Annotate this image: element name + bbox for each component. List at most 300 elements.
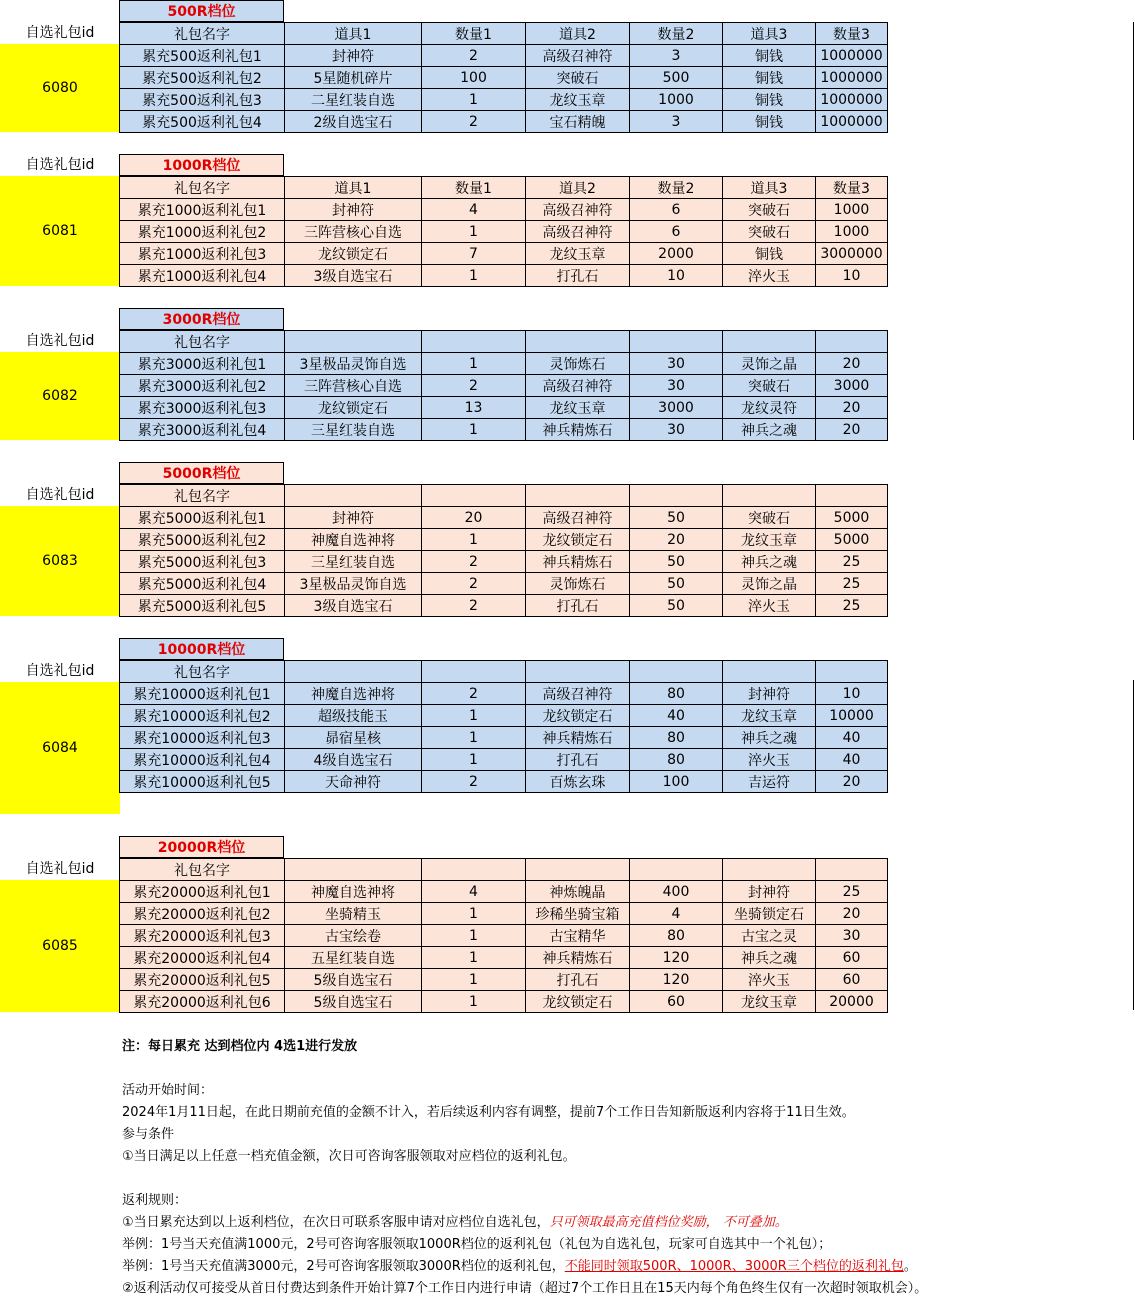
header-cell-qty2: 数量2 bbox=[630, 177, 723, 199]
header-row bbox=[120, 23, 888, 45]
cell-qty3: 10 bbox=[816, 265, 888, 287]
table-row bbox=[120, 551, 888, 573]
cell-item2: 高级召神符 bbox=[526, 507, 630, 529]
table-row bbox=[120, 375, 888, 397]
cell-qty3: 20 bbox=[816, 771, 888, 793]
gift-id-cell: 6085 bbox=[0, 880, 120, 1012]
cell-name: 累充3000返利礼包2 bbox=[120, 375, 285, 397]
cell-qty3: 40 bbox=[816, 749, 888, 771]
cell-qty1: 2 bbox=[422, 45, 526, 67]
table-row bbox=[120, 727, 888, 749]
id-label: 自选礼包id bbox=[25, 487, 95, 503]
cell-qty2: 10 bbox=[630, 265, 723, 287]
cell-qty3: 1000000 bbox=[816, 89, 888, 111]
header-cell-qty2 bbox=[630, 859, 723, 881]
gift-id-cell: 6081 bbox=[0, 176, 120, 286]
example-2-highlight: 不能同时领取500R、1000R、3000R三个档位的返利礼包 bbox=[564, 1259, 904, 1274]
cell-qty3: 25 bbox=[816, 573, 888, 595]
cell-qty2: 3000 bbox=[630, 397, 723, 419]
cell-item2: 龙纹玉章 bbox=[526, 89, 630, 111]
table-row bbox=[120, 111, 888, 133]
cell-item2: 打孔石 bbox=[526, 265, 630, 287]
header-cell-qty2 bbox=[630, 661, 723, 683]
cell-qty1: 1 bbox=[422, 947, 526, 969]
gift-id-cell: 6083 bbox=[0, 506, 120, 616]
cell-item2: 百炼玄珠 bbox=[526, 771, 630, 793]
header-cell-qty1 bbox=[422, 661, 526, 683]
cell-item2: 高级召神符 bbox=[526, 199, 630, 221]
cell-qty3: 1000 bbox=[816, 221, 888, 243]
cell-qty3: 5000 bbox=[816, 529, 888, 551]
header-cell-qty1: 数量1 bbox=[422, 177, 526, 199]
cell-name: 累充20000返利礼包3 bbox=[120, 925, 285, 947]
cell-qty2: 120 bbox=[630, 947, 723, 969]
cell-item1: 三阵营核心自选 bbox=[285, 375, 422, 397]
cell-item1: 2级自选宝石 bbox=[285, 111, 422, 133]
cell-item2: 高级召神符 bbox=[526, 221, 630, 243]
header-cell-item1: 道具1 bbox=[285, 177, 422, 199]
cell-item3: 龙纹灵符 bbox=[723, 397, 816, 419]
cell-item1: 天命神符 bbox=[285, 771, 422, 793]
cell-qty1: 100 bbox=[422, 67, 526, 89]
cell-item2: 突破石 bbox=[526, 67, 630, 89]
cell-qty1: 13 bbox=[422, 397, 526, 419]
table-row bbox=[120, 397, 888, 419]
tier-title: 1000R档位 bbox=[119, 154, 284, 176]
cell-qty2: 30 bbox=[630, 419, 723, 441]
cell-item2: 宝石精魄 bbox=[526, 111, 630, 133]
tier-title: 20000R档位 bbox=[119, 836, 284, 858]
cell-name: 累充5000返利礼包3 bbox=[120, 551, 285, 573]
cell-item1: 3级自选宝石 bbox=[285, 265, 422, 287]
cell-item1: 5级自选宝石 bbox=[285, 991, 422, 1013]
header-cell-name: 礼包名字 bbox=[120, 177, 285, 199]
rule-1: ①当日累充达到以上返利档位，在次日可联系客服申请对应档位自选礼包，只可领取最高充值档位奖励， 不可叠加。 bbox=[122, 1215, 788, 1230]
cell-item2: 神炼魄晶 bbox=[526, 881, 630, 903]
cell-item3: 神兵之魂 bbox=[723, 727, 816, 749]
cell-item1: 3星极品灵饰自选 bbox=[285, 353, 422, 375]
cell-qty2: 30 bbox=[630, 353, 723, 375]
table-row bbox=[120, 749, 888, 771]
table-row bbox=[120, 265, 888, 287]
table-row bbox=[120, 903, 888, 925]
rule-1-highlight: 只可领取最高充值档位奖励， 不可叠加。 bbox=[549, 1215, 788, 1230]
tier-title: 3000R档位 bbox=[119, 308, 284, 330]
cell-qty2: 60 bbox=[630, 991, 723, 1013]
cell-item2: 古宝精华 bbox=[526, 925, 630, 947]
example-2: 举例：1号当天充值满3000元，2号可咨询客服领取3000R档位的返利礼包，不能同时领取500R、1000R、3000R三个档位的返利礼包。 bbox=[122, 1259, 917, 1274]
header-cell-qty3 bbox=[816, 485, 888, 507]
cell-qty3: 20000 bbox=[816, 991, 888, 1013]
cell-qty3: 20 bbox=[816, 903, 888, 925]
header-cell-item1 bbox=[285, 859, 422, 881]
id-label: 自选礼包id bbox=[25, 157, 95, 173]
cell-item3: 神兵之魂 bbox=[723, 551, 816, 573]
cell-qty1: 2 bbox=[422, 771, 526, 793]
cell-qty1: 2 bbox=[422, 595, 526, 617]
cell-qty3: 20 bbox=[816, 397, 888, 419]
cell-item3: 神兵之魂 bbox=[723, 947, 816, 969]
table-row bbox=[120, 353, 888, 375]
cell-name: 累充3000返利礼包3 bbox=[120, 397, 285, 419]
cell-qty2: 2000 bbox=[630, 243, 723, 265]
gift-id-cell: 6080 bbox=[0, 44, 120, 132]
cell-qty2: 80 bbox=[630, 749, 723, 771]
cell-qty1: 20 bbox=[422, 507, 526, 529]
cell-item1: 坐骑精玉 bbox=[285, 903, 422, 925]
table-row bbox=[120, 507, 888, 529]
cell-qty1: 1 bbox=[422, 265, 526, 287]
cell-item1: 二星红装自选 bbox=[285, 89, 422, 111]
header-cell-name: 礼包名字 bbox=[120, 23, 285, 45]
table-row bbox=[120, 705, 888, 727]
cell-item1: 神魔自选神将 bbox=[285, 881, 422, 903]
header-cell-qty1 bbox=[422, 331, 526, 353]
table-row bbox=[120, 573, 888, 595]
header-cell-item1 bbox=[285, 661, 422, 683]
cell-qty3: 40 bbox=[816, 727, 888, 749]
cell-name: 累充10000返利礼包1 bbox=[120, 683, 285, 705]
header-cell-qty3: 数量3 bbox=[816, 23, 888, 45]
table-row bbox=[120, 89, 888, 111]
header-cell-item3 bbox=[723, 331, 816, 353]
cell-item1: 5级自选宝石 bbox=[285, 969, 422, 991]
cell-qty1: 2 bbox=[422, 111, 526, 133]
cell-item3: 灵饰之晶 bbox=[723, 353, 816, 375]
table-row bbox=[120, 991, 888, 1013]
cell-item3: 神兵之魂 bbox=[723, 419, 816, 441]
cell-qty2: 120 bbox=[630, 969, 723, 991]
cell-item2: 打孔石 bbox=[526, 749, 630, 771]
cell-name: 累充3000返利礼包4 bbox=[120, 419, 285, 441]
cell-name: 累充1000返利礼包3 bbox=[120, 243, 285, 265]
cell-item1: 龙纹锁定石 bbox=[285, 243, 422, 265]
header-cell-item2 bbox=[526, 331, 630, 353]
cell-qty1: 1 bbox=[422, 991, 526, 1013]
cell-item3: 封神符 bbox=[723, 881, 816, 903]
header-row bbox=[120, 661, 888, 683]
example-1: 举例：1号当天充值满1000元，2号可咨询客服领取1000R档位的返利礼包（礼包为自选礼包，玩家可自选其中一个礼包）； bbox=[122, 1237, 832, 1252]
cell-qty3: 60 bbox=[816, 947, 888, 969]
cell-qty2: 100 bbox=[630, 771, 723, 793]
cell-qty3: 1000000 bbox=[816, 45, 888, 67]
cell-qty1: 4 bbox=[422, 199, 526, 221]
cell-item3: 铜钱 bbox=[723, 89, 816, 111]
header-cell-qty3 bbox=[816, 661, 888, 683]
table-row bbox=[120, 947, 888, 969]
table-row bbox=[120, 925, 888, 947]
header-cell-item2: 道具2 bbox=[526, 23, 630, 45]
gift-table bbox=[119, 858, 888, 1013]
header-row bbox=[120, 485, 888, 507]
cell-item2: 灵饰炼石 bbox=[526, 353, 630, 375]
cell-qty2: 500 bbox=[630, 67, 723, 89]
rule-2: ②返利活动仅可接受从首日付费达到条件开始计算7个工作日内进行申请（超过7个工作日且在15天内每个角色终生仅有一次超时领取机会）。 bbox=[122, 1281, 928, 1296]
cell-item1: 3星极品灵饰自选 bbox=[285, 573, 422, 595]
cell-qty3: 10 bbox=[816, 683, 888, 705]
cell-item2: 珍稀坐骑宝箱 bbox=[526, 903, 630, 925]
cell-name: 累充10000返利礼包5 bbox=[120, 771, 285, 793]
id-label: 自选礼包id bbox=[25, 861, 95, 877]
cell-qty3: 30 bbox=[816, 925, 888, 947]
cell-qty2: 4 bbox=[630, 903, 723, 925]
cell-qty1: 1 bbox=[422, 419, 526, 441]
cell-name: 累充20000返利礼包5 bbox=[120, 969, 285, 991]
cell-item3: 突破石 bbox=[723, 375, 816, 397]
id-label: 自选礼包id bbox=[25, 25, 95, 41]
cell-name: 累充20000返利礼包4 bbox=[120, 947, 285, 969]
header-row bbox=[120, 177, 888, 199]
cell-item3: 铜钱 bbox=[723, 45, 816, 67]
header-cell-item2: 道具2 bbox=[526, 177, 630, 199]
header-cell-item3: 道具3 bbox=[723, 177, 816, 199]
cell-qty1: 7 bbox=[422, 243, 526, 265]
cell-qty2: 6 bbox=[630, 221, 723, 243]
cell-qty1: 1 bbox=[422, 925, 526, 947]
cell-qty1: 1 bbox=[422, 89, 526, 111]
header-cell-qty3 bbox=[816, 331, 888, 353]
cell-qty2: 6 bbox=[630, 199, 723, 221]
header-cell-qty2 bbox=[630, 485, 723, 507]
header-cell-item2 bbox=[526, 661, 630, 683]
header-cell-item1 bbox=[285, 485, 422, 507]
cell-qty1: 1 bbox=[422, 353, 526, 375]
start-title: 活动开始时间： bbox=[122, 1083, 214, 1098]
rules-title: 返利规则： bbox=[122, 1193, 188, 1208]
cell-item3: 淬火玉 bbox=[723, 595, 816, 617]
cell-qty1: 2 bbox=[422, 573, 526, 595]
cell-item1: 封神符 bbox=[285, 507, 422, 529]
table-row bbox=[120, 969, 888, 991]
cell-item3: 龙纹玉章 bbox=[723, 991, 816, 1013]
gift-table bbox=[119, 484, 888, 617]
table-row bbox=[120, 221, 888, 243]
cell-qty1: 1 bbox=[422, 969, 526, 991]
cell-qty2: 50 bbox=[630, 595, 723, 617]
gift-table bbox=[119, 330, 888, 441]
cell-qty1: 1 bbox=[422, 727, 526, 749]
cell-item2: 打孔石 bbox=[526, 969, 630, 991]
cell-qty2: 20 bbox=[630, 529, 723, 551]
cell-item1: 神魔自选神将 bbox=[285, 683, 422, 705]
cell-qty1: 1 bbox=[422, 705, 526, 727]
cell-item1: 神魔自选神将 bbox=[285, 529, 422, 551]
cell-qty1: 2 bbox=[422, 683, 526, 705]
cell-name: 累充5000返利礼包5 bbox=[120, 595, 285, 617]
cell-item3: 突破石 bbox=[723, 199, 816, 221]
cell-item1: 3级自选宝石 bbox=[285, 595, 422, 617]
cell-qty2: 50 bbox=[630, 507, 723, 529]
cell-item1: 封神符 bbox=[285, 45, 422, 67]
table-row bbox=[120, 881, 888, 903]
cell-item3: 古宝之灵 bbox=[723, 925, 816, 947]
header-cell-name: 礼包名字 bbox=[120, 485, 285, 507]
cell-item2: 龙纹玉章 bbox=[526, 243, 630, 265]
cell-qty3: 25 bbox=[816, 881, 888, 903]
cell-name: 累充1000返利礼包2 bbox=[120, 221, 285, 243]
cell-item3: 吉运符 bbox=[723, 771, 816, 793]
cell-qty3: 1000 bbox=[816, 199, 888, 221]
cell-qty3: 20 bbox=[816, 419, 888, 441]
condition-title: 参与条件 bbox=[122, 1127, 175, 1142]
cell-item3: 铜钱 bbox=[723, 111, 816, 133]
cell-item1: 5星随机碎片 bbox=[285, 67, 422, 89]
table-row bbox=[120, 67, 888, 89]
cell-name: 累充500返利礼包3 bbox=[120, 89, 285, 111]
header-cell-name: 礼包名字 bbox=[120, 661, 285, 683]
cell-qty3: 25 bbox=[816, 551, 888, 573]
cell-item1: 龙纹锁定石 bbox=[285, 397, 422, 419]
cell-item1: 三星红装自选 bbox=[285, 551, 422, 573]
cell-item1: 古宝绘卷 bbox=[285, 925, 422, 947]
cell-qty2: 1000 bbox=[630, 89, 723, 111]
header-cell-qty3 bbox=[816, 859, 888, 881]
cell-qty3: 25 bbox=[816, 595, 888, 617]
sheet-right-border bbox=[1133, 680, 1134, 1010]
table-row bbox=[120, 243, 888, 265]
notes-block bbox=[122, 1036, 1122, 1300]
cell-name: 累充20000返利礼包2 bbox=[120, 903, 285, 925]
header-row bbox=[120, 331, 888, 353]
cell-item2: 神兵精炼石 bbox=[526, 727, 630, 749]
cell-item3: 灵饰之晶 bbox=[723, 573, 816, 595]
cell-item2: 龙纹玉章 bbox=[526, 397, 630, 419]
cell-item1: 封神符 bbox=[285, 199, 422, 221]
cell-name: 累充20000返利礼包6 bbox=[120, 991, 285, 1013]
cell-item3: 坐骑锁定石 bbox=[723, 903, 816, 925]
id-label: 自选礼包id bbox=[25, 663, 95, 679]
cell-name: 累充5000返利礼包2 bbox=[120, 529, 285, 551]
header-cell-qty1 bbox=[422, 485, 526, 507]
cell-qty2: 3 bbox=[630, 45, 723, 67]
cell-qty1: 4 bbox=[422, 881, 526, 903]
tier-title: 5000R档位 bbox=[119, 462, 284, 484]
cell-name: 累充10000返利礼包4 bbox=[120, 749, 285, 771]
header-row bbox=[120, 859, 888, 881]
cell-item3: 淬火玉 bbox=[723, 265, 816, 287]
tier-title: 10000R档位 bbox=[119, 638, 284, 660]
header-cell-item3 bbox=[723, 859, 816, 881]
header-cell-item2 bbox=[526, 859, 630, 881]
header-cell-item1: 道具1 bbox=[285, 23, 422, 45]
condition-text: ①当日满足以上任意一档充值金额，次日可咨询客服领取对应档位的返利礼包。 bbox=[122, 1149, 576, 1164]
cell-name: 累充1000返利礼包1 bbox=[120, 199, 285, 221]
cell-item2: 高级召神符 bbox=[526, 375, 630, 397]
cell-item1: 超级技能玉 bbox=[285, 705, 422, 727]
table-row bbox=[120, 419, 888, 441]
cell-qty1: 1 bbox=[422, 221, 526, 243]
header-cell-qty1: 数量1 bbox=[422, 23, 526, 45]
header-cell-item3: 道具3 bbox=[723, 23, 816, 45]
header-cell-name: 礼包名字 bbox=[120, 859, 285, 881]
table-row bbox=[120, 199, 888, 221]
cell-name: 累充500返利礼包2 bbox=[120, 67, 285, 89]
cell-item2: 龙纹锁定石 bbox=[526, 529, 630, 551]
cell-item3: 淬火玉 bbox=[723, 969, 816, 991]
cell-qty2: 50 bbox=[630, 573, 723, 595]
gift-id-cell: 6082 bbox=[0, 352, 120, 440]
table-row bbox=[120, 529, 888, 551]
cell-item3: 铜钱 bbox=[723, 67, 816, 89]
cell-name: 累充10000返利礼包3 bbox=[120, 727, 285, 749]
cell-qty3: 10000 bbox=[816, 705, 888, 727]
cell-qty3: 3000000 bbox=[816, 243, 888, 265]
cell-item3: 封神符 bbox=[723, 683, 816, 705]
cell-item3: 突破石 bbox=[723, 221, 816, 243]
sheet-right-border bbox=[1133, 22, 1134, 440]
table-row bbox=[120, 771, 888, 793]
cell-item1: 五星红装自选 bbox=[285, 947, 422, 969]
cell-item2: 龙纹锁定石 bbox=[526, 705, 630, 727]
cell-name: 累充5000返利礼包1 bbox=[120, 507, 285, 529]
note-text: 注：每日累充 达到档位内 4选1进行发放 bbox=[122, 1039, 358, 1054]
header-cell-name: 礼包名字 bbox=[120, 331, 285, 353]
gift-table bbox=[119, 176, 888, 287]
cell-name: 累充20000返利礼包1 bbox=[120, 881, 285, 903]
cell-name: 累充500返利礼包4 bbox=[120, 111, 285, 133]
cell-item1: 4级自选宝石 bbox=[285, 749, 422, 771]
cell-qty2: 80 bbox=[630, 683, 723, 705]
cell-qty3: 3000 bbox=[816, 375, 888, 397]
cell-qty2: 30 bbox=[630, 375, 723, 397]
cell-qty3: 5000 bbox=[816, 507, 888, 529]
cell-qty3: 20 bbox=[816, 353, 888, 375]
cell-item2: 高级召神符 bbox=[526, 45, 630, 67]
cell-item3: 龙纹玉章 bbox=[723, 529, 816, 551]
table-row bbox=[120, 45, 888, 67]
cell-item3: 龙纹玉章 bbox=[723, 705, 816, 727]
cell-item2: 神兵精炼石 bbox=[526, 551, 630, 573]
cell-qty1: 1 bbox=[422, 749, 526, 771]
cell-item2: 神兵精炼石 bbox=[526, 419, 630, 441]
cell-item2: 高级召神符 bbox=[526, 683, 630, 705]
cell-item3: 铜钱 bbox=[723, 243, 816, 265]
cell-qty1: 1 bbox=[422, 903, 526, 925]
gift-table bbox=[119, 22, 888, 133]
table-row bbox=[120, 595, 888, 617]
header-cell-item3 bbox=[723, 485, 816, 507]
cell-qty1: 1 bbox=[422, 529, 526, 551]
cell-qty3: 60 bbox=[816, 969, 888, 991]
header-cell-qty2 bbox=[630, 331, 723, 353]
cell-name: 累充1000返利礼包4 bbox=[120, 265, 285, 287]
header-cell-qty3: 数量3 bbox=[816, 177, 888, 199]
tier-title: 500R档位 bbox=[119, 0, 284, 22]
header-cell-qty2: 数量2 bbox=[630, 23, 723, 45]
header-cell-qty1 bbox=[422, 859, 526, 881]
header-cell-item1 bbox=[285, 331, 422, 353]
cell-qty1: 2 bbox=[422, 551, 526, 573]
cell-item3: 突破石 bbox=[723, 507, 816, 529]
start-text: 2024年1月11日起，在此日期前充值的金额不计入，若后续返利内容有调整，提前7个工作日告知新版返利内容将于11日生效。 bbox=[122, 1105, 855, 1120]
cell-qty2: 80 bbox=[630, 727, 723, 749]
table-row bbox=[120, 683, 888, 705]
cell-item1: 三星红装自选 bbox=[285, 419, 422, 441]
cell-name: 累充3000返利礼包1 bbox=[120, 353, 285, 375]
cell-name: 累充10000返利礼包2 bbox=[120, 705, 285, 727]
gift-id-cell: 6084 bbox=[0, 682, 120, 814]
header-cell-item3 bbox=[723, 661, 816, 683]
cell-item1: 昴宿星核 bbox=[285, 727, 422, 749]
cell-item2: 打孔石 bbox=[526, 595, 630, 617]
cell-item3: 淬火玉 bbox=[723, 749, 816, 771]
cell-qty1: 2 bbox=[422, 375, 526, 397]
cell-item2: 龙纹锁定石 bbox=[526, 991, 630, 1013]
cell-item2: 灵饰炼石 bbox=[526, 573, 630, 595]
cell-item2: 神兵精炼石 bbox=[526, 947, 630, 969]
cell-qty2: 80 bbox=[630, 925, 723, 947]
cell-qty2: 50 bbox=[630, 551, 723, 573]
